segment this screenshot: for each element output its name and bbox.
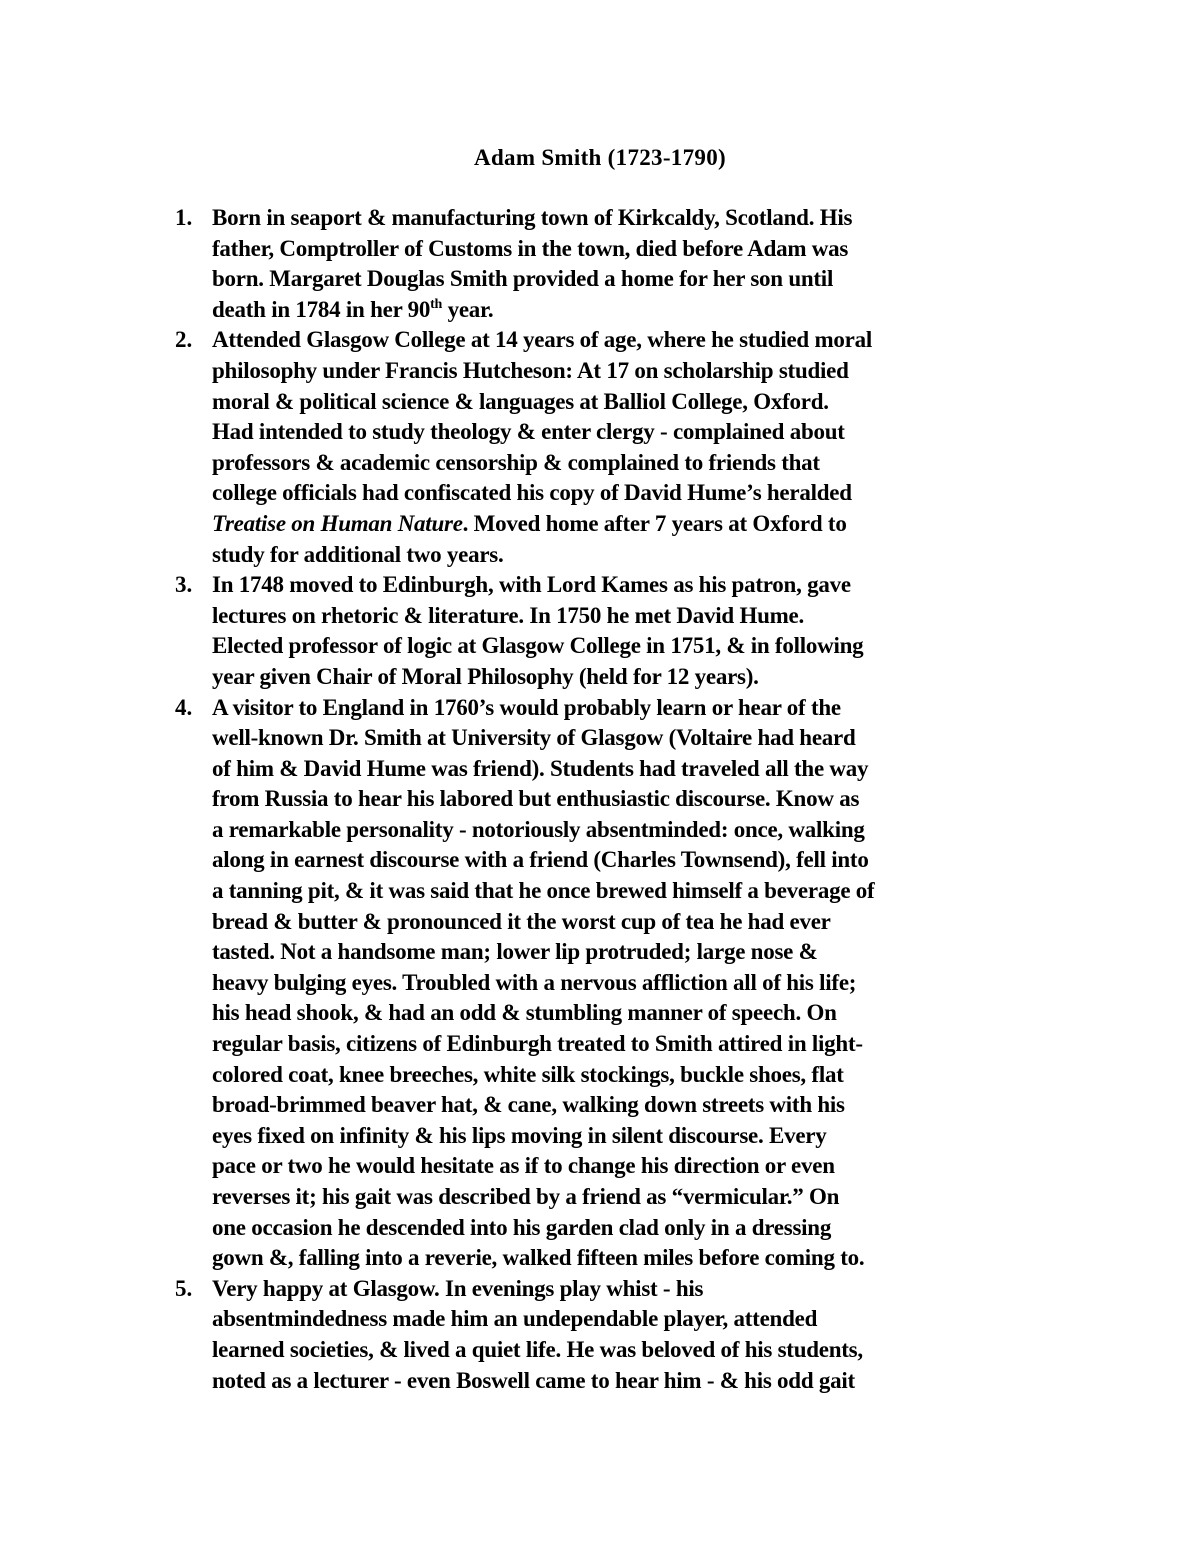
text-line: philosophy under Francis Hutcheson: At 17 on scholarship studied bbox=[212, 357, 849, 383]
list-item bbox=[0, 1274, 1200, 1396]
text-line: year given Chair of Moral Philosophy (held for 12 years). bbox=[212, 663, 759, 689]
text-line: noted as a lecturer - even Boswell came to hear him - & his odd gait bbox=[212, 1367, 855, 1393]
list-item-number: 4. bbox=[175, 694, 193, 720]
text-line: regular basis, citizens of Edinburgh treated to Smith attired in light- bbox=[212, 1031, 863, 1057]
text-line: Attended Glasgow College at 14 years of age, where he studied moral bbox=[212, 327, 872, 353]
numbered-list bbox=[0, 203, 1200, 1396]
text-line: gown &, falling into a reverie, walked fifteen miles before coming to. bbox=[212, 1245, 865, 1271]
text-line: heavy bulging eyes. Troubled with a nervous affliction all of his life; bbox=[212, 969, 857, 995]
text-line: along in earnest discourse with a friend (Charles Townsend), fell into bbox=[212, 847, 869, 873]
text-line: professors & academic censorship & complained to friends that bbox=[212, 449, 820, 475]
ordinal-superscript: th bbox=[430, 296, 443, 312]
text-line: college officials had confiscated his copy of David Hume’s heralded bbox=[212, 480, 852, 506]
text-line-start: death in 1784 in her 90 bbox=[212, 296, 431, 322]
text-line: a tanning pit, & it was said that he once brewed himself a beverage of bbox=[212, 878, 875, 904]
text-line: learned societies, & lived a quiet life. He was beloved of his students, bbox=[212, 1336, 863, 1362]
text-line: lectures on rhetoric & literature. In 1750 he met David Hume. bbox=[212, 602, 805, 628]
text-line: In 1748 moved to Edinburgh, with Lord Kames as his patron, gave bbox=[212, 572, 851, 598]
text-line: pace or two he would hesitate as if to change his direction or even bbox=[212, 1153, 835, 1179]
text-line bbox=[212, 509, 1200, 540]
text-line: broad-brimmed beaver hat, & cane, walking down streets with his bbox=[212, 1092, 845, 1118]
text-line: bread & butter & pronounced it the worst cup of tea he had ever bbox=[212, 908, 831, 934]
text-line: Born in seaport & manufacturing town of Kirkcaldy, Scotland. His bbox=[212, 205, 853, 230]
text-line: his head shook, & had an odd & stumbling manner of speech. On bbox=[212, 1000, 837, 1026]
list-item bbox=[0, 325, 1200, 570]
text-line: father, Comptroller of Customs in the town, died before Adam was bbox=[212, 235, 849, 261]
list-item-number: 5. bbox=[175, 1275, 193, 1301]
text-line: eyes fixed on infinity & his lips moving in silent discourse. Every bbox=[212, 1122, 827, 1148]
text-line: one occasion he descended into his garden clad only in a dressing bbox=[212, 1214, 832, 1240]
book-title-italic: Treatise on Human Nature bbox=[212, 510, 463, 536]
text-line-end: year. bbox=[442, 296, 494, 322]
list-item-number: 3. bbox=[175, 572, 193, 598]
text-line: A visitor to England in 1760’s would probably learn or hear of the bbox=[212, 694, 841, 720]
text-line: from Russia to hear his labored but enthusiastic discourse. Know as bbox=[212, 786, 860, 812]
text-line: born. Margaret Douglas Smith provided a home for her son until bbox=[212, 266, 834, 292]
text-line: Had intended to study theology & enter clergy - complained about bbox=[212, 419, 845, 445]
text-line: moral & political science & languages at Balliol College, Oxford. bbox=[212, 388, 829, 414]
list-item-number: 2. bbox=[175, 327, 193, 353]
text-line: Very happy at Glasgow. In evenings play whist - his bbox=[212, 1275, 704, 1301]
text-line: reverses it; his gait was described by a friend as “vermicular.” On bbox=[212, 1184, 840, 1209]
text-line: well-known Dr. Smith at University of Glasgow (Voltaire had heard bbox=[212, 725, 856, 751]
text-line: Elected professor of logic at Glasgow College in 1751, & in following bbox=[212, 633, 864, 659]
text-line: of him & David Hume was friend). Students had traveled all the way bbox=[212, 755, 869, 781]
text-line: a remarkable personality - notoriously absentminded: once, walking bbox=[212, 816, 865, 842]
text-line: colored coat, knee breeches, white silk stockings, buckle shoes, flat bbox=[212, 1061, 844, 1087]
text-line: absentmindedness made him an undependable player, attended bbox=[212, 1306, 818, 1332]
text-line-end: . Moved home after 7 years at Oxford to bbox=[462, 510, 847, 536]
text-line bbox=[212, 295, 1200, 326]
list-item bbox=[0, 570, 1200, 692]
list-item-number: 1. bbox=[175, 205, 193, 230]
list-item bbox=[0, 693, 1200, 1274]
list-item bbox=[0, 203, 1200, 325]
document-title: Adam Smith (1723-1790) bbox=[474, 145, 726, 170]
text-line: study for additional two years. bbox=[212, 541, 504, 567]
text-line: tasted. Not a handsome man; lower lip protruded; large nose & bbox=[212, 939, 818, 965]
